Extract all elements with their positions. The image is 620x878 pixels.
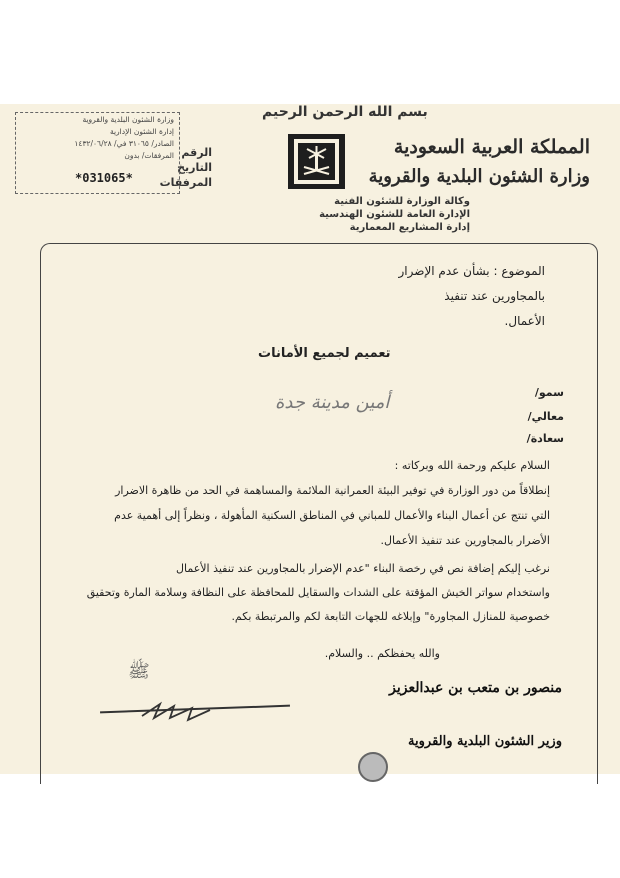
address-highness: سمو/ (534, 386, 564, 399)
agency-line-2: الإدارة العامة للشئون الهندسية (319, 209, 470, 220)
ministry-name: وزارة الشئون البلدية والقروية (368, 166, 590, 187)
paragraph1-line-2: التي تنتج عن أعمال البناء والأعمال للمباني في المناطق السكنية المأهولة ، ونظراً إلى أهمية عدم (114, 509, 550, 522)
paragraph2-line-2: واستخدام سواتر الخيش المؤقتة على الشدات والسقايل للمحافظة على النظافة وسلامة المارة وتحقيق (86, 586, 550, 599)
paragraph2-line-1: نرغب إليكم إضافة نص في رخصة البناء "عدم الإضرار بالمجاورين عند تنفيذ الأعمال (176, 562, 550, 575)
paragraph2-line-3: خصوصية للمنازل المجاورة" وإبلاغه للجهات التابعة لكم والمرتبطة بكم. (231, 610, 550, 623)
stamp-line-2: إدارة الشئون الإدارية (109, 127, 174, 136)
official-seal-icon (358, 752, 388, 782)
kingdom-name: المملكة العربية السعودية (393, 136, 590, 158)
saudi-emblem-icon (288, 134, 345, 189)
agency-line-3: إدارة المشاريع المعمارية (349, 222, 470, 233)
address-eminence: سعادة/ (526, 432, 564, 445)
paragraph1-line-3: الأضرار بالمجاورين عند تنفيذ الأعمال. (380, 534, 550, 547)
subject-line-3: الأعمال. (504, 314, 545, 328)
handwritten-addressee: أمين مدينة جدة (275, 392, 390, 413)
signatory-name: منصور بن متعب بن عبدالعزيز (389, 680, 562, 696)
attachments-label: المرفقات (159, 176, 212, 189)
subject-line-2: بالمجاورين عند تنفيذ (444, 289, 545, 303)
closing: والله يحفظكم .. والسلام. (324, 647, 440, 660)
stamp-line-3: الصادر/ ٣١٠٦٥ في/ ١٤٣٢/٠٦/٢٨ (74, 139, 174, 148)
signature-mark-icon: ﷺ (128, 661, 150, 682)
stamp-number: *031065* (75, 171, 133, 185)
stamp-line-4: المرفقات/ بدون (124, 151, 174, 160)
stamp-line-1: وزارة الشئون البلدية والقروية (82, 115, 174, 124)
basmala: بسم الله الرحمن الرحيم (262, 104, 428, 120)
paragraph1-line-1: إنطلاقاً من دور الوزارة في توفير البيئة العمرانية الملائمة والمساهمة في الحد من ظاهرة الاضرار (115, 484, 550, 497)
signature-scribble-icon (140, 700, 220, 722)
circular-heading: تعميم لجميع الأمانات (258, 346, 391, 361)
address-excellency: معالي/ (527, 410, 564, 423)
number-label: الرقم (181, 146, 212, 159)
date-label: التاريخ (177, 161, 212, 174)
subject-line-1: الموضوع : بشأن عدم الإضرار (398, 264, 545, 278)
greeting: السلام عليكم ورحمة الله وبركاته : (394, 459, 550, 472)
agency-line-1: وكالة الوزارة للشئون الفنية (334, 196, 470, 207)
signatory-title: وزير الشئون البلدية والقروية (408, 734, 562, 749)
